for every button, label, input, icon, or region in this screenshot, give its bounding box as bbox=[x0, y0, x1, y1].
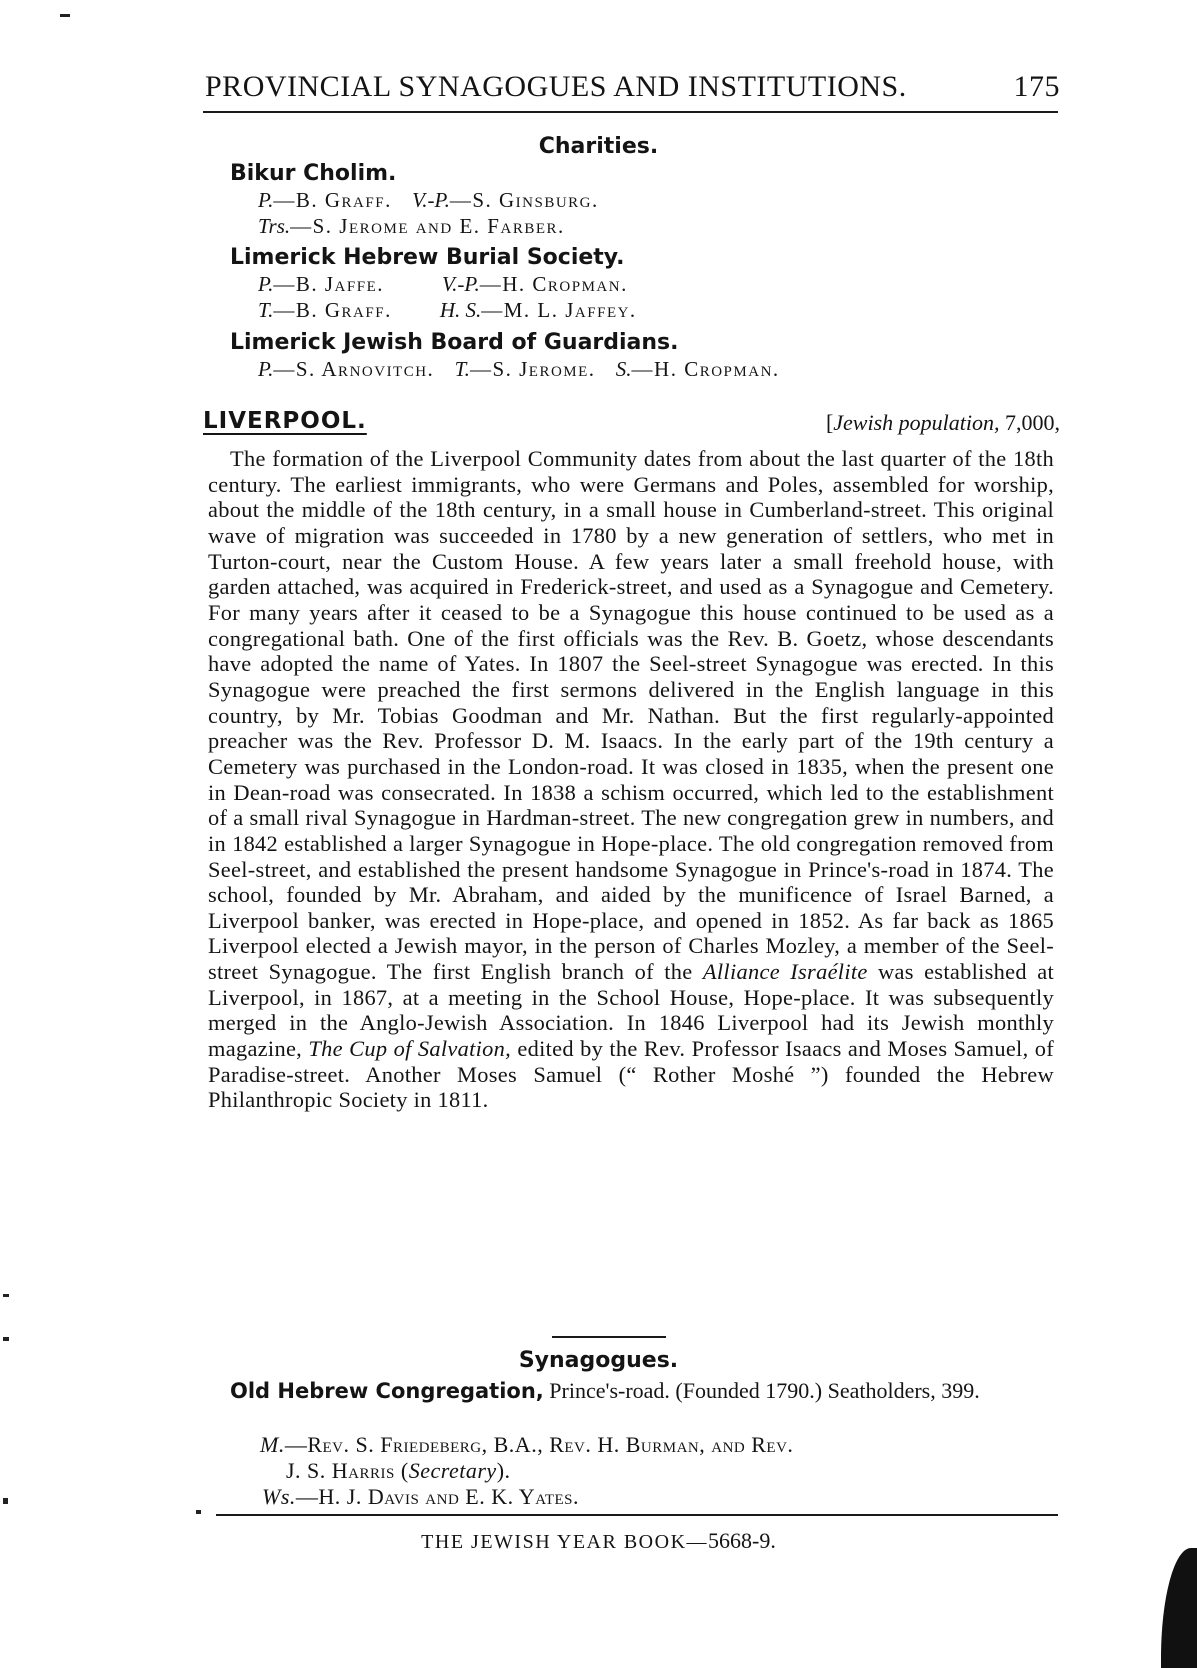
bikur-cholim-title: Bikur Cholim. bbox=[230, 161, 397, 186]
scan-mark bbox=[3, 1498, 8, 1504]
scan-mark bbox=[196, 1510, 201, 1514]
ministers-line-2: J. S. Harris (Secretary). bbox=[286, 1458, 511, 1483]
footer-rule bbox=[216, 1514, 1058, 1516]
bikur-cholim-officers: P.—B. Graff. V.-P.—S. Ginsburg. bbox=[258, 188, 599, 212]
alliance-israelite: Alliance Israélite bbox=[702, 959, 868, 985]
charities-heading: Charities. bbox=[538, 134, 659, 159]
liverpool-title: LIVERPOOL. bbox=[203, 408, 367, 434]
header-title: PROVINCIAL SYNAGOGUES AND INSTITUTIONS. bbox=[205, 70, 907, 103]
burial-society-officers-2: T.—B. Graff. H. S.—M. L. Jaffey. bbox=[258, 298, 637, 322]
board-of-guardians-officers: P.—S. Arnovitch. T.—S. Jerome. S.—H. Cropman. bbox=[258, 357, 780, 381]
page-number: 175 bbox=[1013, 70, 1060, 103]
bikur-cholim-treasurers: Trs.—S. Jerome and E. Farber. bbox=[258, 214, 565, 238]
scan-mark bbox=[60, 14, 70, 17]
liverpool-history: The formation of the Liverpool Community dates from about the last quarter of the 18th century. The earliest immigrants, who were Germans and Poles, assembled for worship, about the middle of the 18th century, in a small house in Cumberland-street. This original wave of migration was succeeded in 1780 by a new generation of settlers, who met in Turton-court, near the Custom House. A few years later a small freehold house, with garden attached, was acquired in Frederick-street, and used as a Synagogue and Cemetery. For many years after it ceased to be a Synagogue this house continued to be used as a congregational bath. One of the first officials was the Rev. B. Goetz, whose descendants have adopted the name of Yates. In 1807 the Seel-street Synagogue was erected. In this Synagogue were preached the first sermons delivered in the English language in this country, by Mr. Tobias Goodman and Mr. Nathan. But the first regularly-appointed preacher was the Rev. Professor D. M. Isaacs. In the early part of the 19th century a Cemetery was purchased in the London-road. It was closed in 1835, when the present one in Dean-road was consecrated. In 1838 a schism occurred, which led to the establishment of a small rival Synagogue in Hardman-street. The new congregation grew in numbers, and in 1842 established a larger Synagogue in Hope-place. The old congregation removed from Seel-street, and established the present handsome Synagogue in Prince's-road in 1874. The school, founded by Mr. Abraham, and aided by the munificence of Israel Barned, a Liverpool banker, was erected in Hope-place, and opened in 1852. As far back as 1865 Liverpool elected a Jewish mayor, in the person of Charles Mozley, a member of the Seel-street Synagogue. The first English branch of the Alliance Israélite was established at Liverpool, in 1867, at a meeting in the School House, Hope-place. It was subsequently merged in the Anglo-Jewish Association. In 1846 Liverpool had its Jewish monthly magazine, The Cup of Salvation, edited by the Rev. Professor Isaacs and Moses Samuel, of Paradise-street. Another Moses Samuel (“ Rother Moshé ”) founded the Hebrew Philanthropic Society in 1811. bbox=[208, 446, 1054, 1113]
header-rule bbox=[203, 111, 1058, 113]
section-divider bbox=[552, 1336, 666, 1338]
magazine-title: The Cup of Salvation, bbox=[308, 1036, 512, 1062]
footer-year: 5668-9. bbox=[708, 1528, 776, 1553]
running-footer: THE JEWISH YEAR BOOK—5668-9. bbox=[421, 1528, 776, 1553]
running-header bbox=[205, 70, 1060, 104]
burial-society-officers-1: P.—B. Jaffe. V.-P.—H. Cropman. bbox=[258, 272, 628, 296]
board-of-guardians-title: Limerick Jewish Board of Guardians. bbox=[230, 330, 679, 355]
page-corner-shadow bbox=[1161, 1548, 1197, 1668]
wardens-line: Ws.—H. J. Davis and E. K. Yates. bbox=[262, 1484, 580, 1509]
population-note: [Jewish population, 7,000, bbox=[825, 410, 1060, 435]
ministers-line: M.—Rev. S. Friedeberg, B.A., Rev. H. Burman, and Rev. bbox=[260, 1432, 794, 1457]
old-hebrew-congregation: Old Hebrew Congregation, Prince's-road. (Founded 1790.) Seatholders, 399. bbox=[230, 1378, 980, 1403]
footer-label: THE JEWISH YEAR BOOK bbox=[421, 1531, 687, 1553]
burial-society-title: Limerick Hebrew Burial Society. bbox=[230, 245, 625, 270]
scan-mark bbox=[3, 1337, 9, 1341]
synagogues-heading: Synagogues. bbox=[518, 1348, 679, 1373]
scan-mark bbox=[3, 1294, 9, 1297]
